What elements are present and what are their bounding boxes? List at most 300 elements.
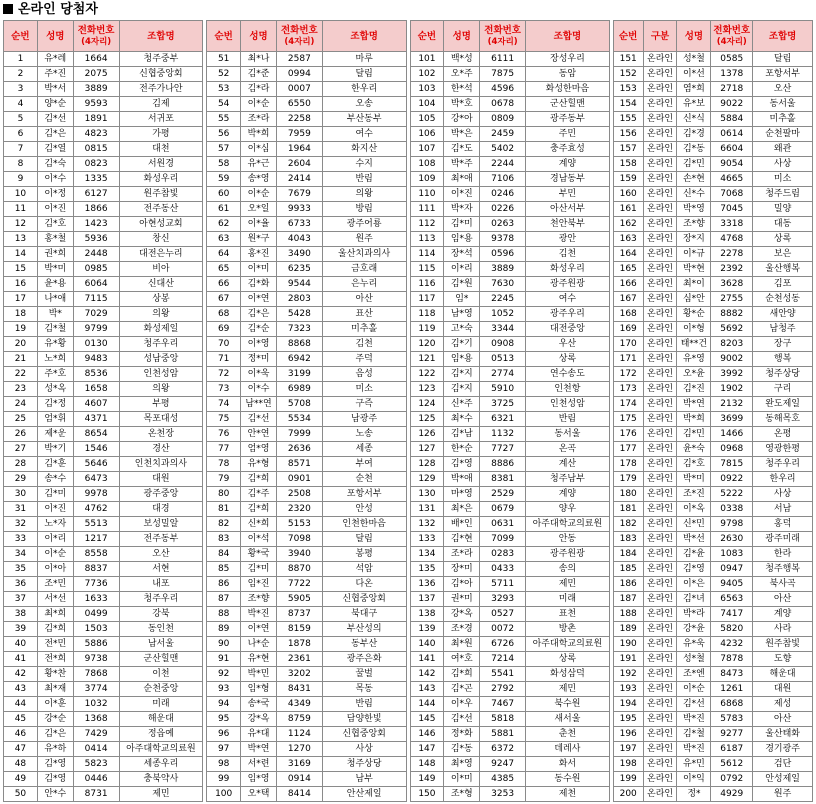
table-row — [613, 562, 812, 577]
cell-name: 조*향 — [677, 217, 711, 232]
cell-name: 유*대 — [241, 727, 277, 742]
cell-kind: 온라인 — [643, 352, 677, 367]
cell-no: 50 — [4, 787, 38, 802]
header-phone: 전화번호 (4자리) — [73, 21, 119, 52]
cell-phone: 7029 — [73, 307, 119, 322]
cell-no: 192 — [613, 667, 643, 682]
cell-phone: 0994 — [276, 67, 322, 82]
table-row — [4, 202, 203, 217]
cell-name: 김*훈 — [37, 457, 73, 472]
cell-phone: 9978 — [73, 487, 119, 502]
cell-name: 고*숙 — [444, 322, 480, 337]
cell-name: 태**건 — [677, 337, 711, 352]
cell-phone: 6372 — [480, 742, 526, 757]
cell-church: 왜관 — [753, 142, 813, 157]
cell-name: 이*연 — [241, 622, 277, 637]
cell-name: 조*향 — [241, 592, 277, 607]
table-row — [410, 277, 609, 292]
cell-name: 이*진 — [37, 202, 73, 217]
cell-phone: 2392 — [711, 262, 753, 277]
table-row — [410, 52, 609, 67]
cell-name: 백*성 — [444, 52, 480, 67]
cell-church: 미래 — [526, 592, 610, 607]
cell-phone: 2245 — [480, 292, 526, 307]
table-row — [207, 337, 406, 352]
cell-church: 동암 — [526, 67, 610, 82]
cell-name: 김*준 — [241, 67, 277, 82]
table-row — [410, 292, 609, 307]
cell-phone: 3199 — [276, 367, 322, 382]
cell-no: 140 — [410, 637, 444, 652]
cell-name: 황*찬 — [37, 667, 73, 682]
cell-name: 박*연 — [677, 397, 711, 412]
cell-no: 151 — [613, 52, 643, 67]
cell-name: 성*철 — [677, 652, 711, 667]
cell-church: 가평 — [119, 127, 203, 142]
table-row — [207, 172, 406, 187]
cell-church: 한우리 — [753, 472, 813, 487]
cell-no: 123 — [410, 382, 444, 397]
cell-phone: 3628 — [711, 277, 753, 292]
table-row — [410, 517, 609, 532]
cell-church: 화성한마음 — [526, 82, 610, 97]
cell-church: 이천 — [119, 667, 203, 682]
table-row — [613, 142, 812, 157]
cell-name: 박* — [37, 307, 73, 322]
table-row — [410, 142, 609, 157]
cell-no: 185 — [613, 562, 643, 577]
table-row — [613, 667, 812, 682]
cell-no: 103 — [410, 82, 444, 97]
cell-kind: 온라인 — [643, 262, 677, 277]
cell-no: 55 — [207, 112, 241, 127]
table-row — [613, 622, 812, 637]
cell-no: 111 — [410, 202, 444, 217]
cell-no: 62 — [207, 217, 241, 232]
cell-church: 방림 — [322, 202, 406, 217]
cell-phone: 5612 — [711, 757, 753, 772]
cell-church: 광안 — [526, 232, 610, 247]
cell-name: 이*순 — [241, 187, 277, 202]
cell-name: 김*동 — [444, 742, 480, 757]
cell-no: 180 — [613, 487, 643, 502]
cell-no: 166 — [613, 277, 643, 292]
cell-phone: 2508 — [276, 487, 322, 502]
cell-phone: 7959 — [276, 127, 322, 142]
table-row — [613, 322, 812, 337]
cell-name: 박*영 — [677, 202, 711, 217]
cell-name: 조*라 — [241, 112, 277, 127]
cell-no: 63 — [207, 232, 241, 247]
cell-phone: 1891 — [73, 112, 119, 127]
cell-church: 대전은누리 — [119, 247, 203, 262]
cell-name: 윤*용 — [37, 277, 73, 292]
cell-phone: 5783 — [711, 712, 753, 727]
cell-phone: 0263 — [480, 217, 526, 232]
cell-church: 청주우리 — [119, 592, 203, 607]
cell-phone: 2244 — [480, 157, 526, 172]
cell-name: 성*철 — [677, 52, 711, 67]
cell-phone: 5936 — [73, 232, 119, 247]
cell-name: 김*희 — [241, 472, 277, 487]
cell-kind: 온라인 — [643, 382, 677, 397]
table-row — [207, 277, 406, 292]
table-row — [207, 622, 406, 637]
cell-name: 박*호 — [444, 97, 480, 112]
cell-name: 김*호 — [677, 457, 711, 472]
cell-phone: 7630 — [480, 277, 526, 292]
cell-name: 최*애 — [444, 172, 480, 187]
cell-church: 목포대성 — [119, 412, 203, 427]
cell-church: 광주우리 — [526, 307, 610, 322]
cell-phone: 7106 — [480, 172, 526, 187]
cell-church: 의왕 — [119, 382, 203, 397]
cell-phone: 2774 — [480, 367, 526, 382]
table-row — [410, 157, 609, 172]
cell-phone: 7722 — [276, 577, 322, 592]
table-row — [4, 352, 203, 367]
table-row — [410, 742, 609, 757]
cell-name: 김*영 — [37, 772, 73, 787]
cell-no: 23 — [4, 382, 38, 397]
cell-phone: 1658 — [73, 382, 119, 397]
cell-no: 183 — [613, 532, 643, 547]
cell-name: 이*아 — [37, 562, 73, 577]
cell-kind: 온라인 — [643, 472, 677, 487]
cell-church: 청주중부 — [119, 52, 203, 67]
table-row — [410, 637, 609, 652]
cell-no: 113 — [410, 232, 444, 247]
cell-phone: 2718 — [711, 82, 753, 97]
cell-phone: 4762 — [73, 502, 119, 517]
cell-church: 부산성의 — [322, 622, 406, 637]
cell-name: 박*희 — [677, 412, 711, 427]
cell-church: 부산동부 — [322, 112, 406, 127]
header-name: 성명 — [444, 21, 480, 52]
cell-name: 박*현 — [677, 262, 711, 277]
table-row — [4, 517, 203, 532]
cell-church: 남청주 — [753, 322, 813, 337]
cell-phone: 0792 — [711, 772, 753, 787]
cell-no: 120 — [410, 337, 444, 352]
cell-church: 여수 — [322, 127, 406, 142]
cell-phone: 3774 — [73, 682, 119, 697]
table-row — [410, 727, 609, 742]
cell-name: 강*아 — [444, 112, 480, 127]
cell-phone: 0922 — [711, 472, 753, 487]
cell-no: 133 — [410, 532, 444, 547]
cell-kind: 온라인 — [643, 487, 677, 502]
cell-phone: 2755 — [711, 292, 753, 307]
cell-kind: 온라인 — [643, 187, 677, 202]
table-row — [207, 232, 406, 247]
cell-name: 원*구 — [241, 232, 277, 247]
table-row — [613, 397, 812, 412]
square-bullet-icon — [3, 4, 13, 14]
cell-church: 한라 — [753, 547, 813, 562]
table-row — [410, 352, 609, 367]
table-row — [410, 787, 609, 802]
cell-church: 사상 — [322, 742, 406, 757]
cell-no: 171 — [613, 352, 643, 367]
cell-no: 19 — [4, 322, 38, 337]
table-row — [4, 562, 203, 577]
cell-name: 강*순 — [37, 712, 73, 727]
table-row — [613, 427, 812, 442]
cell-phone: 4929 — [711, 787, 753, 802]
header-name: 성명 — [37, 21, 73, 52]
cell-name: 박*주 — [444, 157, 480, 172]
table-row — [410, 697, 609, 712]
cell-name: 김*열 — [37, 142, 73, 157]
cell-church: 제민 — [526, 577, 610, 592]
cell-church: 북수원 — [526, 697, 610, 712]
table-row — [207, 472, 406, 487]
cell-church: 인천항 — [526, 382, 610, 397]
table-row — [613, 277, 812, 292]
cell-name: 마*영 — [444, 487, 480, 502]
table-row — [207, 82, 406, 97]
cell-church: 포항서부 — [322, 487, 406, 502]
table-row — [410, 487, 609, 502]
cell-church: 주민 — [526, 127, 610, 142]
cell-church: 세종 — [322, 442, 406, 457]
cell-name: 최*은 — [444, 502, 480, 517]
cell-name: 박*미 — [37, 262, 73, 277]
cell-no: 4 — [4, 97, 38, 112]
cell-church: 홍덕 — [753, 517, 813, 532]
cell-no: 12 — [4, 217, 38, 232]
cell-phone: 1866 — [73, 202, 119, 217]
table-row — [207, 787, 406, 802]
cell-name: 송*영 — [241, 172, 277, 187]
cell-phone: 1270 — [276, 742, 322, 757]
cell-church: 마루 — [322, 52, 406, 67]
cell-church: 아주대학교의료원 — [526, 517, 610, 532]
cell-phone: 0985 — [73, 262, 119, 277]
cell-phone: 5818 — [480, 712, 526, 727]
table-row — [410, 607, 609, 622]
cell-church: 아현성교회 — [119, 217, 203, 232]
header-name: 성명 — [241, 21, 277, 52]
cell-no: 110 — [410, 187, 444, 202]
cell-phone: 0130 — [73, 337, 119, 352]
table-row — [4, 397, 203, 412]
cell-phone: 6989 — [276, 382, 322, 397]
cell-church: 양우 — [526, 502, 610, 517]
cell-no: 144 — [410, 697, 444, 712]
cell-kind: 온라인 — [643, 727, 677, 742]
table-row — [410, 457, 609, 472]
cell-church: 전주가나안 — [119, 82, 203, 97]
table-row — [613, 412, 812, 427]
table-row — [4, 52, 203, 67]
table-row — [410, 502, 609, 517]
table-row — [207, 727, 406, 742]
cell-church: 정읍예 — [119, 727, 203, 742]
cell-no: 181 — [613, 502, 643, 517]
table-row — [207, 607, 406, 622]
table-row — [410, 202, 609, 217]
cell-phone: 5905 — [276, 592, 322, 607]
cell-no: 148 — [410, 757, 444, 772]
cell-name: 정*화 — [444, 727, 480, 742]
cell-church: 새안양 — [753, 307, 813, 322]
cell-church: 신대산 — [119, 277, 203, 292]
cell-name: 이*수 — [241, 382, 277, 397]
cell-church: 대원 — [119, 472, 203, 487]
cell-no: 137 — [410, 592, 444, 607]
cell-no: 60 — [207, 187, 241, 202]
table-row — [207, 397, 406, 412]
cell-kind: 온라인 — [643, 757, 677, 772]
cell-name: 김*남 — [444, 427, 480, 442]
cell-phone: 3725 — [480, 397, 526, 412]
cell-church: 경산 — [119, 442, 203, 457]
cell-name: 박*희 — [241, 127, 277, 142]
cell-name: 정*미 — [241, 352, 277, 367]
table-row — [613, 577, 812, 592]
table-row — [207, 442, 406, 457]
cell-no: 126 — [410, 427, 444, 442]
table-body — [207, 52, 406, 802]
cell-name: 박*서 — [37, 82, 73, 97]
cell-phone: 6604 — [711, 142, 753, 157]
cell-name: 제*운 — [37, 427, 73, 442]
cell-no: 176 — [613, 427, 643, 442]
cell-church: 천안북부 — [526, 217, 610, 232]
cell-no: 88 — [207, 607, 241, 622]
table-body — [4, 52, 203, 802]
cell-phone: 3293 — [480, 592, 526, 607]
cell-no: 6 — [4, 127, 38, 142]
cell-phone: 1964 — [276, 142, 322, 157]
table-row — [207, 247, 406, 262]
cell-phone: 3889 — [73, 82, 119, 97]
cell-name: 전*희 — [37, 652, 73, 667]
table-row — [207, 52, 406, 67]
table-row — [613, 337, 812, 352]
cell-church: 사라 — [753, 622, 813, 637]
cell-name: 임*용 — [444, 352, 480, 367]
cell-no: 155 — [613, 112, 643, 127]
cell-no: 170 — [613, 337, 643, 352]
cell-name: 송*국 — [241, 697, 277, 712]
cell-church: 우산 — [526, 337, 610, 352]
cell-church: 도향 — [753, 652, 813, 667]
table-row — [4, 247, 203, 262]
cell-no: 30 — [4, 487, 38, 502]
table-row — [4, 127, 203, 142]
cell-phone: 6733 — [276, 217, 322, 232]
cell-church: 춘천 — [526, 727, 610, 742]
cell-church: 반림 — [526, 412, 610, 427]
cell-church: 군산힐맨 — [119, 652, 203, 667]
table-row — [613, 307, 812, 322]
cell-church: 광주중앙 — [119, 487, 203, 502]
cell-name: 박*선 — [677, 532, 711, 547]
cell-no: 174 — [613, 397, 643, 412]
cell-no: 132 — [410, 517, 444, 532]
cell-no: 57 — [207, 142, 241, 157]
table-row — [613, 127, 812, 142]
cell-no: 8 — [4, 157, 38, 172]
table-row — [613, 502, 812, 517]
table-row — [410, 757, 609, 772]
table-row — [613, 442, 812, 457]
cell-name: 장*지 — [677, 232, 711, 247]
cell-no: 1 — [4, 52, 38, 67]
table-row — [207, 637, 406, 652]
cell-name: 김*선 — [37, 112, 73, 127]
cell-no: 10 — [4, 187, 38, 202]
cell-no: 11 — [4, 202, 38, 217]
cell-phone: 8882 — [711, 307, 753, 322]
table-row — [4, 742, 203, 757]
cell-phone: 2792 — [480, 682, 526, 697]
cell-church: 부평 — [119, 397, 203, 412]
cell-name: 신*민 — [677, 517, 711, 532]
cell-kind: 온라인 — [643, 577, 677, 592]
cell-name: 최*원 — [444, 637, 480, 652]
cell-church: 미추홀 — [753, 112, 813, 127]
cell-phone: 4043 — [276, 232, 322, 247]
cell-church: 인천성암 — [526, 397, 610, 412]
cell-church: 표천 — [526, 607, 610, 622]
cell-phone: 8886 — [480, 457, 526, 472]
cell-no: 7 — [4, 142, 38, 157]
cell-name: 김*경 — [677, 127, 711, 142]
cell-kind: 온라인 — [643, 82, 677, 97]
cell-no: 121 — [410, 352, 444, 367]
cell-name: 서*련 — [241, 757, 277, 772]
cell-no: 21 — [4, 352, 38, 367]
cell-kind: 온라인 — [643, 277, 677, 292]
cell-phone: 8414 — [276, 787, 322, 802]
cell-name: 엄*휘 — [37, 412, 73, 427]
cell-name: 나*애 — [37, 292, 73, 307]
cell-no: 37 — [4, 592, 38, 607]
header-no: 순번 — [4, 21, 38, 52]
cell-church: 남광주 — [322, 412, 406, 427]
cell-church: 광주은화 — [322, 652, 406, 667]
cell-no: 47 — [4, 742, 38, 757]
cell-phone: 5541 — [480, 667, 526, 682]
cell-kind: 온라인 — [643, 202, 677, 217]
cell-no: 199 — [613, 772, 643, 787]
cell-phone: 0446 — [73, 772, 119, 787]
cell-kind: 온라인 — [643, 547, 677, 562]
cell-church: 금호래 — [322, 262, 406, 277]
cell-kind: 온라인 — [643, 697, 677, 712]
cell-name: 홍*진 — [241, 247, 277, 262]
cell-church: 비아 — [119, 262, 203, 277]
cell-kind: 온라인 — [643, 427, 677, 442]
table-row — [613, 187, 812, 202]
cell-church: 계양 — [526, 157, 610, 172]
cell-name: 강*윤 — [677, 622, 711, 637]
table-row — [4, 382, 203, 397]
cell-church: 전주동산 — [119, 202, 203, 217]
cell-phone: 3318 — [711, 217, 753, 232]
table-row — [613, 52, 812, 67]
table-row — [613, 217, 812, 232]
header-phone: 전화번호 (4자리) — [480, 21, 526, 52]
cell-kind: 온라인 — [643, 367, 677, 382]
table-row — [207, 487, 406, 502]
cell-church: 보성밀알 — [119, 517, 203, 532]
table-row — [207, 652, 406, 667]
